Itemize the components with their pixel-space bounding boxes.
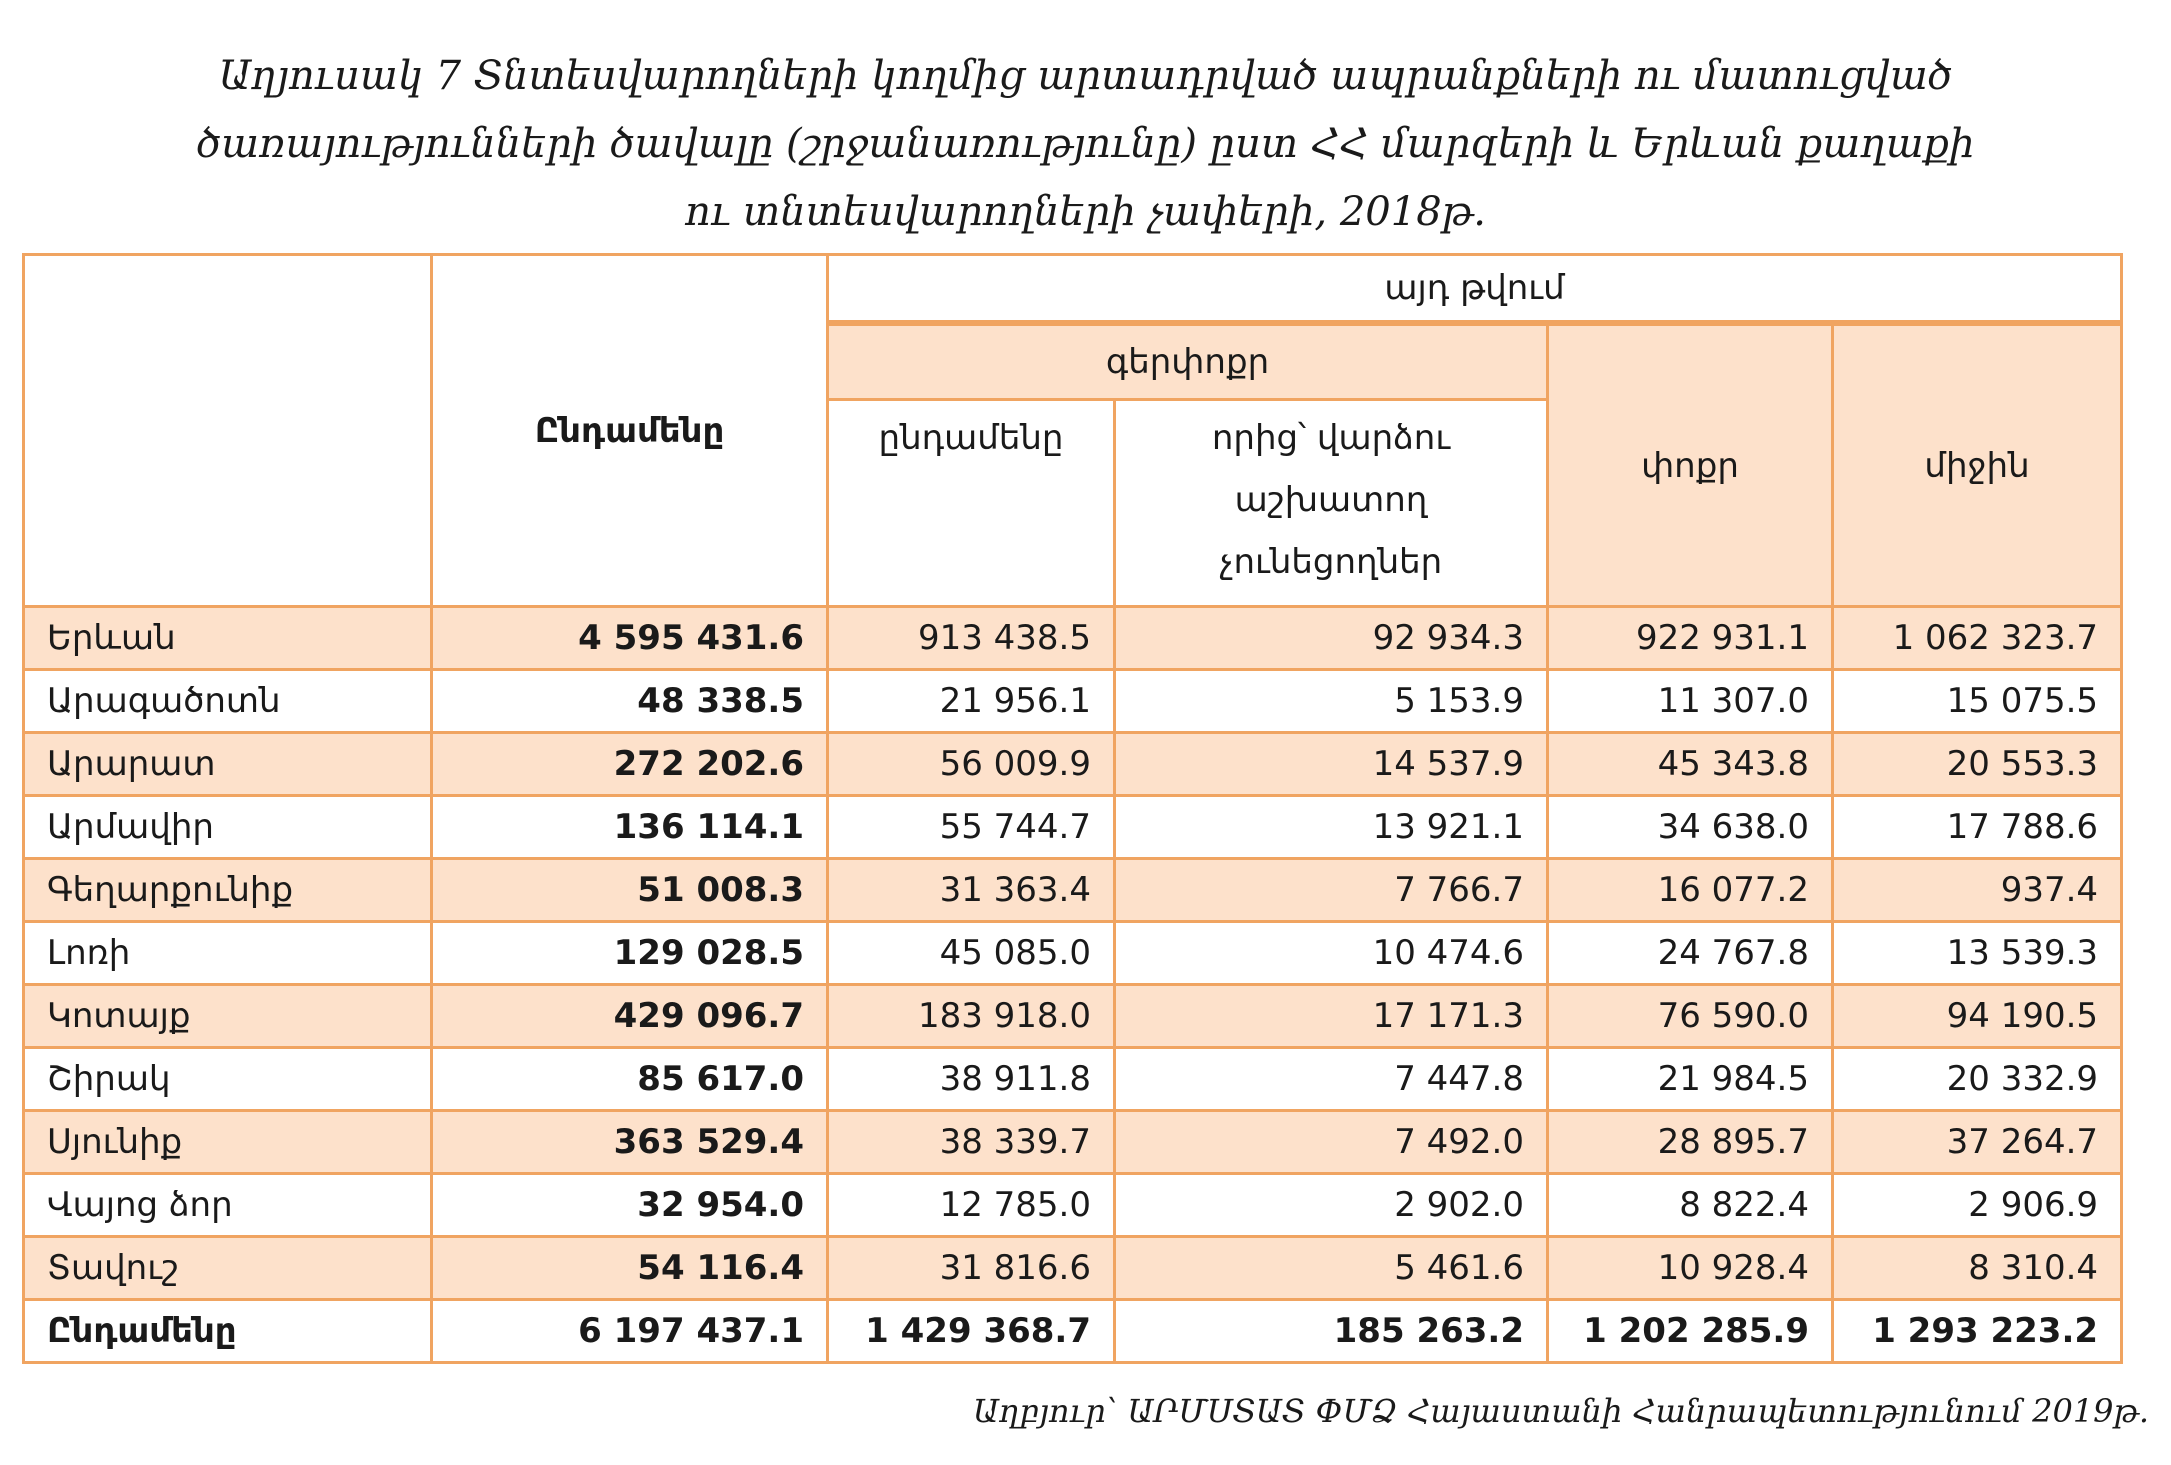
header-region-blank (24, 255, 432, 607)
medium-cell: 17 788.6 (1833, 796, 2122, 859)
total-cell: 48 338.5 (432, 670, 828, 733)
region-cell: Արարատ (24, 733, 432, 796)
header-micro: գերփոքր (828, 323, 1548, 400)
region-cell: Արմավիր (24, 796, 432, 859)
medium-cell: 1 062 323.7 (1833, 607, 2122, 670)
small-cell: 34 638.0 (1548, 796, 1833, 859)
header-of-which: այդ թվում (828, 255, 2122, 324)
medium-cell: 1 293 223.2 (1833, 1300, 2122, 1363)
total-cell: 85 617.0 (432, 1048, 828, 1111)
title-line-2: ծառայությունների ծավալը (շրջանառությունը) ըստ ՀՀ մարզերի և Երևան քաղաքի (196, 121, 1975, 167)
header-micro-total: ընդամենը (828, 400, 1115, 607)
total-cell: 4 595 431.6 (432, 607, 828, 670)
source-note: Աղբյուր՝ ԱՐՄՍՏԱՏ ՓՄՁ Հայաստանի Հանրապետությունում 2019թ. (972, 1392, 2149, 1430)
total-cell: 54 116.4 (432, 1237, 828, 1300)
micro-total-cell: 1 429 368.7 (828, 1300, 1115, 1363)
table-row (24, 796, 2122, 859)
region-cell: Տավուշ (24, 1237, 432, 1300)
micro-total-cell: 913 438.5 (828, 607, 1115, 670)
medium-cell: 20 553.3 (1833, 733, 2122, 796)
no-employees-cell: 185 263.2 (1115, 1300, 1548, 1363)
region-cell: Սյունիք (24, 1111, 432, 1174)
medium-cell: 20 332.9 (1833, 1048, 2122, 1111)
table-total-row (24, 1300, 2122, 1363)
micro-total-cell: 31 816.6 (828, 1237, 1115, 1300)
small-cell: 24 767.8 (1548, 922, 1833, 985)
medium-cell: 2 906.9 (1833, 1174, 2122, 1237)
small-cell: 28 895.7 (1548, 1111, 1833, 1174)
total-cell: 51 008.3 (432, 859, 828, 922)
header-small: փոքր (1548, 323, 1833, 607)
region-cell: Շիրակ (24, 1048, 432, 1111)
turnover-table (22, 253, 2123, 1364)
header-medium: միջին (1833, 323, 2122, 607)
table-row (24, 1174, 2122, 1237)
no-employees-cell: 92 934.3 (1115, 607, 1548, 670)
total-cell: 6 197 437.1 (432, 1300, 828, 1363)
medium-cell: 8 310.4 (1833, 1237, 2122, 1300)
no-employees-cell: 7 492.0 (1115, 1111, 1548, 1174)
small-cell: 16 077.2 (1548, 859, 1833, 922)
medium-cell: 94 190.5 (1833, 985, 2122, 1048)
table-row (24, 1111, 2122, 1174)
no-employees-cell: 10 474.6 (1115, 922, 1548, 985)
no-employees-cell: 7 766.7 (1115, 859, 1548, 922)
region-cell: Երևան (24, 607, 432, 670)
total-cell: 363 529.4 (432, 1111, 828, 1174)
table-title (0, 42, 2171, 246)
small-cell: 1 202 285.9 (1548, 1300, 1833, 1363)
region-cell: Գեղարքունիք (24, 859, 432, 922)
no-employees-cell: 2 902.0 (1115, 1174, 1548, 1237)
micro-total-cell: 38 339.7 (828, 1111, 1115, 1174)
total-cell: 272 202.6 (432, 733, 828, 796)
small-cell: 45 343.8 (1548, 733, 1833, 796)
small-cell: 922 931.1 (1548, 607, 1833, 670)
no-employees-cell: 14 537.9 (1115, 733, 1548, 796)
micro-total-cell: 45 085.0 (828, 922, 1115, 985)
medium-cell: 37 264.7 (1833, 1111, 2122, 1174)
region-cell: Վայոց ձոր (24, 1174, 432, 1237)
no-employees-cell: 7 447.8 (1115, 1048, 1548, 1111)
no-employees-cell: 17 171.3 (1115, 985, 1548, 1048)
table-row (24, 1237, 2122, 1300)
medium-cell: 937.4 (1833, 859, 2122, 922)
region-cell: Ընդամենը (24, 1300, 432, 1363)
small-cell: 8 822.4 (1548, 1174, 1833, 1237)
region-cell: Լոռի (24, 922, 432, 985)
title-line-3: ու տնտեսվարողների չափերի, 2018թ. (685, 189, 1486, 235)
header-total: Ընդամենը (432, 255, 828, 607)
total-cell: 129 028.5 (432, 922, 828, 985)
table-row (24, 607, 2122, 670)
header-no-employees: որից՝ վարձու աշխատող չունեցողներ (1115, 400, 1548, 607)
micro-total-cell: 12 785.0 (828, 1174, 1115, 1237)
total-cell: 136 114.1 (432, 796, 828, 859)
no-employees-cell: 5 153.9 (1115, 670, 1548, 733)
micro-total-cell: 31 363.4 (828, 859, 1115, 922)
table-row (24, 1048, 2122, 1111)
micro-total-cell: 183 918.0 (828, 985, 1115, 1048)
region-cell: Կոտայք (24, 985, 432, 1048)
total-cell: 32 954.0 (432, 1174, 828, 1237)
micro-total-cell: 21 956.1 (828, 670, 1115, 733)
micro-total-cell: 38 911.8 (828, 1048, 1115, 1111)
medium-cell: 13 539.3 (1833, 922, 2122, 985)
table-row (24, 922, 2122, 985)
table-row (24, 670, 2122, 733)
small-cell: 10 928.4 (1548, 1237, 1833, 1300)
title-line-1: Աղյուսակ 7 Տնտեսվարողների կողմից արտադրված ապրանքների ու մատուցված (218, 53, 1953, 99)
table-row (24, 985, 2122, 1048)
micro-total-cell: 56 009.9 (828, 733, 1115, 796)
no-employees-cell: 5 461.6 (1115, 1237, 1548, 1300)
region-cell: Արագածոտն (24, 670, 432, 733)
small-cell: 76 590.0 (1548, 985, 1833, 1048)
table-row (24, 733, 2122, 796)
medium-cell: 15 075.5 (1833, 670, 2122, 733)
micro-total-cell: 55 744.7 (828, 796, 1115, 859)
small-cell: 11 307.0 (1548, 670, 1833, 733)
table-row (24, 859, 2122, 922)
total-cell: 429 096.7 (432, 985, 828, 1048)
no-employees-cell: 13 921.1 (1115, 796, 1548, 859)
small-cell: 21 984.5 (1548, 1048, 1833, 1111)
